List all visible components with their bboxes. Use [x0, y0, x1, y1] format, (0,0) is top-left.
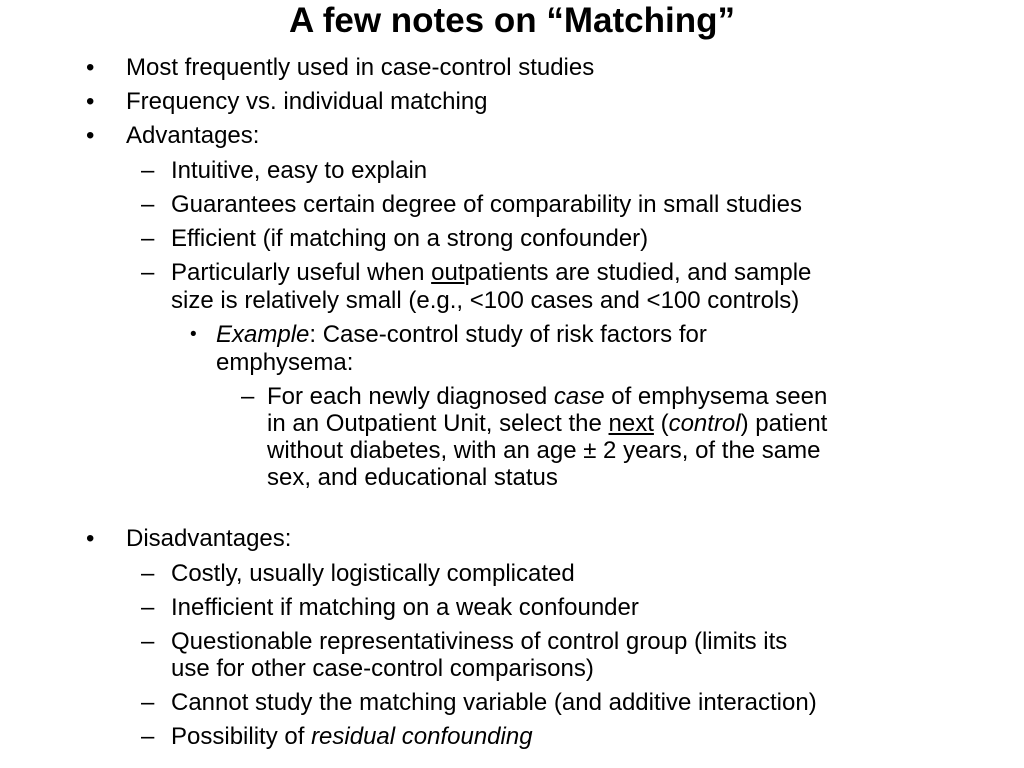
bullet-frequency-vs-individual: Frequency vs. individual matching [126, 88, 488, 115]
advantage-intuitive: Intuitive, easy to explain [171, 157, 428, 184]
example-detail-text: ( [653, 410, 669, 437]
bullet-disadvantages: Disadvantages: [126, 525, 292, 552]
advantage-outpatients-underline: out [431, 259, 465, 286]
disadvantage-representativiness-line2: use for other case-control comparisons) [171, 655, 594, 682]
dash-marker: – [141, 628, 155, 655]
bullet-marker: • [190, 324, 197, 345]
advantage-efficient: Efficient (if matching on a strong confounder) [171, 225, 649, 252]
bullet-case-control: Most frequently used in case-control studies [126, 54, 595, 81]
bullet-marker: • [86, 54, 95, 81]
example-detail-line4: sex, and educational status [267, 464, 558, 491]
dash-marker: – [141, 560, 155, 587]
example-label: Example [216, 321, 310, 348]
dash-marker: – [241, 383, 255, 410]
disadvantage-inefficient: Inefficient if matching on a weak confounder [171, 594, 639, 621]
example-text-line2: emphysema: [216, 349, 354, 376]
example-detail-line2 [267, 410, 827, 437]
example-detail-text: in an Outpatient Unit, select the [267, 410, 609, 437]
example-heading [216, 321, 707, 348]
example-detail-line1 [267, 383, 827, 410]
disadvantage-residual-italic: residual confounding [311, 723, 533, 750]
advantage-outpatients [171, 259, 811, 286]
example-detail-text: of emphysema seen [604, 383, 828, 410]
bullet-marker: • [86, 122, 95, 149]
slide-title: A few notes on “Matching” [289, 1, 735, 40]
example-detail-text: ) patient [740, 410, 828, 437]
example-detail-italic-control: control [668, 410, 741, 437]
dash-marker: – [141, 191, 155, 218]
dash-marker: – [141, 157, 155, 184]
dash-marker: – [141, 723, 155, 750]
dash-marker: – [141, 594, 155, 621]
bullet-marker: • [86, 525, 95, 552]
disadvantage-representativiness: Questionable representativiness of control group (limits its [171, 628, 788, 655]
dash-marker: – [141, 689, 155, 716]
bullet-marker: • [86, 88, 95, 115]
example-text: : Case-control study of risk factors for [309, 321, 707, 348]
advantage-outpatients-pre: Particularly useful when [171, 259, 432, 286]
advantage-outpatients-line2: size is relatively small (e.g., <100 cases and <100 controls) [171, 287, 800, 314]
advantage-outpatients-post: patients are studied, and sample [464, 259, 812, 286]
example-detail-text: For each newly diagnosed [267, 383, 554, 410]
disadvantage-costly: Costly, usually logistically complicated [171, 560, 575, 587]
advantage-comparability: Guarantees certain degree of comparability in small studies [171, 191, 802, 218]
disadvantage-residual [171, 723, 533, 750]
disadvantage-matching-variable: Cannot study the matching variable (and additive interaction) [171, 689, 817, 716]
example-detail-italic-case: case [553, 383, 605, 410]
bullet-advantages: Advantages: [126, 122, 260, 149]
example-detail-underline-next: next [608, 410, 654, 437]
disadvantage-residual-pre: Possibility of [171, 723, 312, 750]
example-detail-line3: without diabetes, with an age ± 2 years, of the same [267, 437, 821, 464]
dash-marker: – [141, 225, 155, 252]
dash-marker: – [141, 259, 155, 286]
